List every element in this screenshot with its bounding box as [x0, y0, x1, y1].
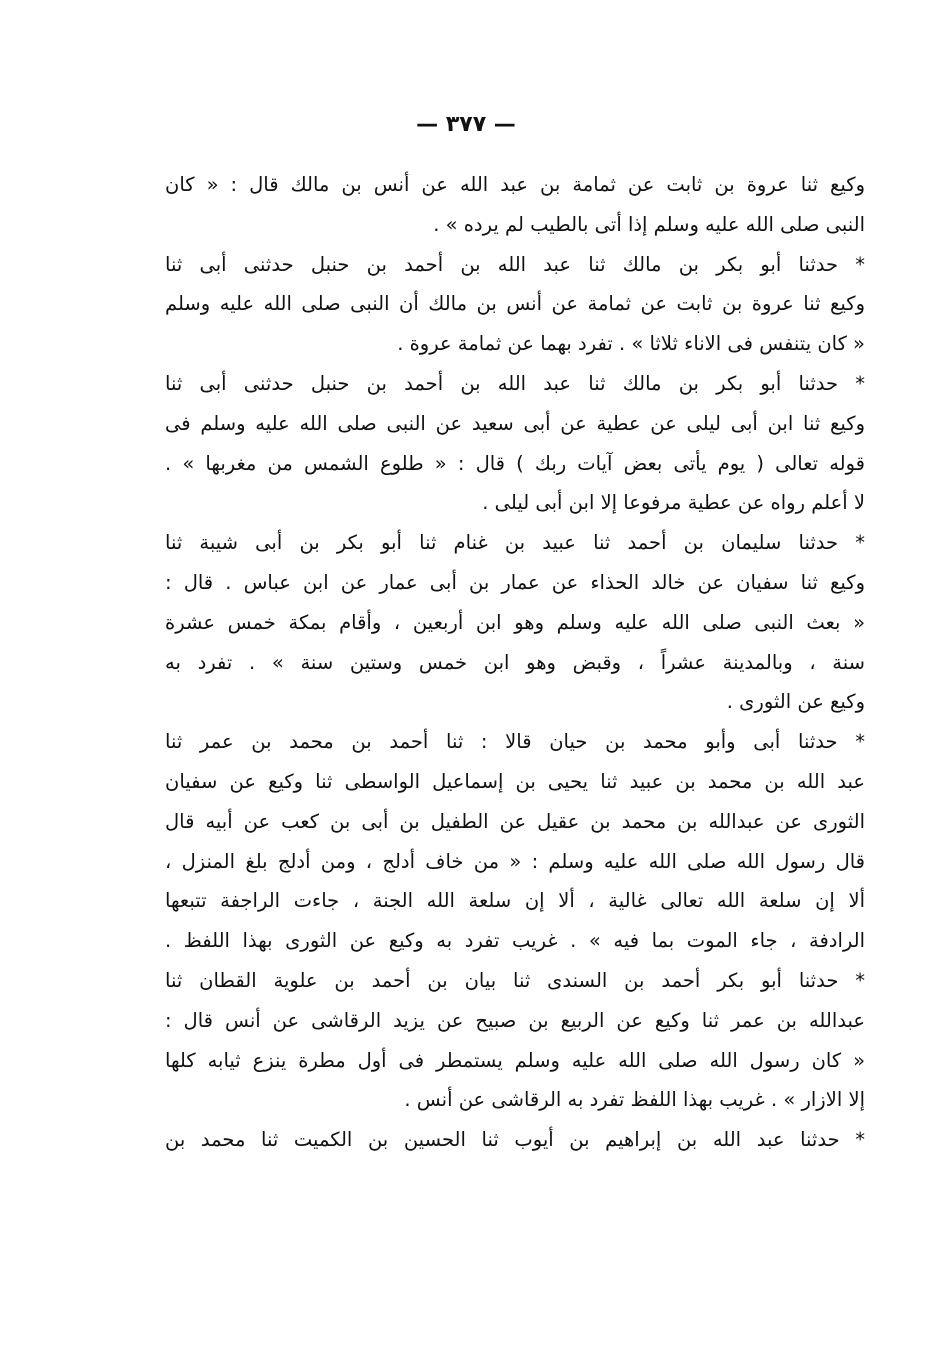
text-line: * حدثنا أبو بكر أحمد بن السندى ثنا بيان بن أحمد بن علوية القطان ثنا: [165, 968, 865, 992]
text-line: الثورى عن عبدالله بن محمد بن عقيل عن الطفيل بن أبى بن كعب عن أبيه قال: [165, 809, 865, 833]
text-line: الرادفة ، جاء الموت بما فيه » . غريب تفرد به وكيع عن الثورى بهذا اللفظ .: [165, 929, 865, 953]
text-line: وكيع ثنا عروة بن ثابت عن ثمامة بن عبد الله عن أنس بن مالك قال : « كان: [165, 173, 865, 196]
text-line: ألا إن سلعة الله تعالى غالية ، ألا إن سلعة الله الجنة ، جاءت الراجفة تتبعها: [165, 889, 865, 913]
text-line: إلا الازار » . غريب بهذا اللفظ تفرد به الرقاشى عن أنس .: [404, 1088, 865, 1112]
text-line: وكيع ثنا سفيان عن خالد الحذاء عن عمار بن أبى عمار عن ابن عباس . قال :: [165, 570, 865, 594]
text-line: النبى صلى الله عليه وسلم إذا أتى بالطيب لم يرده » .: [433, 212, 865, 236]
text-line: عبد الله بن محمد بن عبيد ثنا يحيى بن إسماعيل الواسطى ثنا وكيع عن سفيان: [165, 769, 865, 793]
text-line: قوله تعالى ( يوم يأتى بعض آيات ربك ) قال : « طلوع الشمس من مغربها » .: [165, 451, 865, 475]
text-line: وكيع ثنا ابن أبى ليلى عن عطية عن أبى سعيد عن النبى صلى الله عليه وسلم فى: [165, 411, 865, 435]
hadith-text-block: [165, 165, 865, 1160]
text-line: * حدثنا عبد الله بن إبراهيم بن أيوب ثنا الحسين بن الكميت ثنا محمد بن: [165, 1128, 865, 1152]
text-line: وكيع عن الثورى .: [726, 690, 865, 714]
text-line: « بعث النبى صلى الله عليه وسلم وهو ابن أربعين ، وأقام بمكة خمس عشرة: [165, 610, 865, 634]
text-line: سنة ، وبالمدينة عشراً ، وقبض وهو ابن خمس وستين سنة » . تفرد به: [165, 650, 865, 674]
page-number: — ٣٧٧ —: [416, 112, 516, 137]
text-line: * حدثنا أبو بكر بن مالك ثنا عبد الله بن أحمد بن حنبل حدثنى أبى ثنا: [165, 252, 865, 276]
text-line: « كان رسول الله صلى الله عليه وسلم يستمطر فى أول مطرة ينزع ثيابه كلها: [165, 1048, 865, 1072]
text-line: لا أعلم رواه عن عطية مرفوعا إلا ابن أبى ليلى .: [482, 491, 865, 515]
text-line: « كان يتنفس فى الاناء ثلاثا » . تفرد بهما عن ثمامة عروة .: [397, 332, 865, 356]
text-line: عبدالله بن عمر ثنا وكيع عن الربيع بن صبيح عن يزيد الرقاشى عن أنس قال :: [165, 1008, 865, 1032]
text-line: * حدثنا سليمان بن أحمد ثنا عبيد بن غنام ثنا أبو بكر بن أبى شيبة ثنا: [165, 531, 865, 555]
text-line: * حدثنا أبو بكر بن مالك ثنا عبد الله بن أحمد بن حنبل حدثنى أبى ثنا: [165, 371, 865, 395]
text-line: وكيع ثنا عروة بن ثابت عن ثمامة عن أنس بن مالك أن النبى صلى الله عليه وسلم: [165, 292, 865, 316]
text-line: * حدثنا أبى وأبو محمد بن حيان قالا : ثنا أحمد بن محمد بن عمر ثنا: [165, 730, 865, 754]
text-line: قال رسول الله صلى الله عليه وسلم : « من خاف أدلج ، ومن أدلج بلغ المنزل ،: [165, 849, 865, 873]
